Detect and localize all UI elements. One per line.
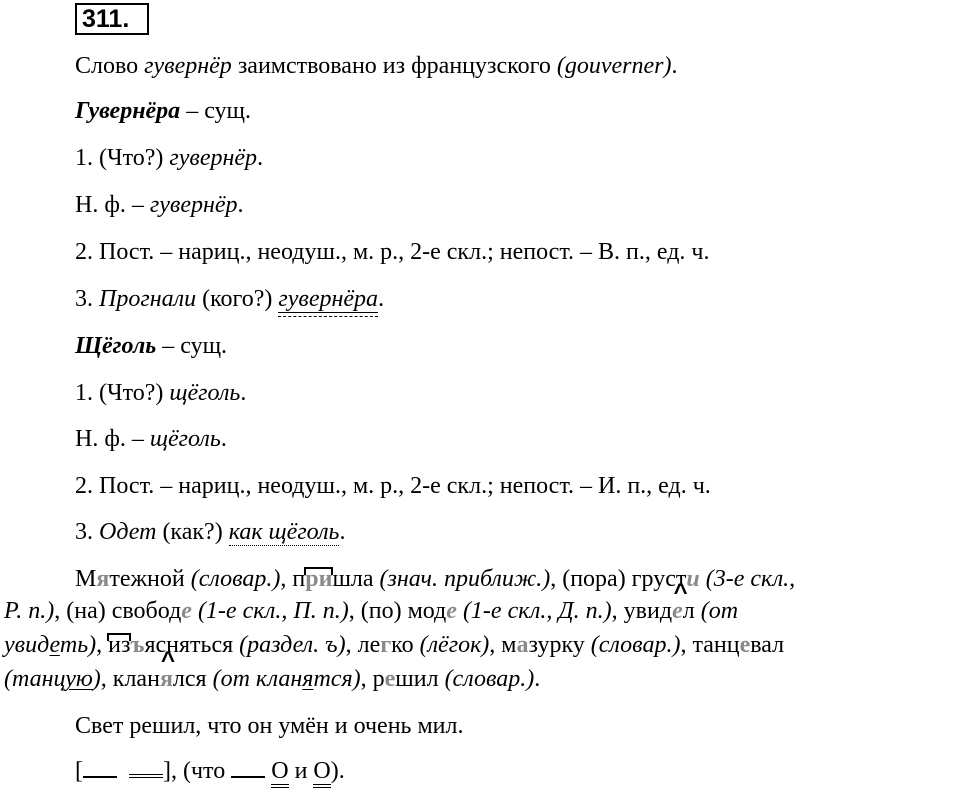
exercise-number: 311. [75, 3, 149, 35]
subject-blank [83, 756, 117, 778]
root-mark: ри [305, 566, 333, 592]
prefix-mark: из [108, 632, 131, 658]
stress-mark: ^ е [672, 598, 683, 624]
word2-features: 2. Пост. – нариц., неодуш., м. р., 2-е скл.; непост. – И. п., ед. ч. [75, 473, 711, 499]
intro-line: Слово гувернёр заимствовано из французского (gouverner). [75, 53, 678, 79]
paragraph-line-3: увидеть), изъясняться (раздел. ъ), легко (лёгок), мазурку (словар.), танцевал [4, 632, 785, 658]
word2-heading: Щёголь – сущ. [75, 333, 228, 359]
paragraph-line-2: Р. п.), (на) свободе (1-е скл., П. п.), (по) моде (1-е скл., Д. п.), увид^ ел (от [4, 596, 738, 626]
subject-blank [231, 756, 265, 778]
word1-role: 3. Прогнали (кого?) гувернёра. [75, 286, 385, 312]
sentence-scheme: [ ], (что О и О). [75, 756, 345, 786]
word2-question: 1. (Что?) щёголь. [75, 380, 247, 406]
example-sentence: Свет решил, что он умён и очень мил. [75, 713, 464, 739]
word1-question: 1. (Что?) гувернёр. [75, 145, 264, 171]
paragraph-line-4: (танцую), клан^ ялся (от кланятся), решил (словар.). [4, 664, 540, 694]
paragraph-line-1: Мятежной (словар.), пришла (знач. приближ.), (пора) грусти (3-е скл., [75, 566, 796, 592]
word1-heading: Гувернёра – сущ. [75, 98, 252, 124]
word1-initial-form: Н. ф. – гувернёр. [75, 192, 244, 218]
word2-initial-form: Н. ф. – щёголь. [75, 426, 227, 452]
predicate-blank [129, 756, 163, 778]
word1-features: 2. Пост. – нариц., неодуш., м. р., 2-е скл.; непост. – В. п., ед. ч. [75, 239, 710, 265]
stress-mark: ^ я [160, 666, 173, 692]
word2-role: 3. Одет (как?) как щёголь. [75, 519, 346, 545]
